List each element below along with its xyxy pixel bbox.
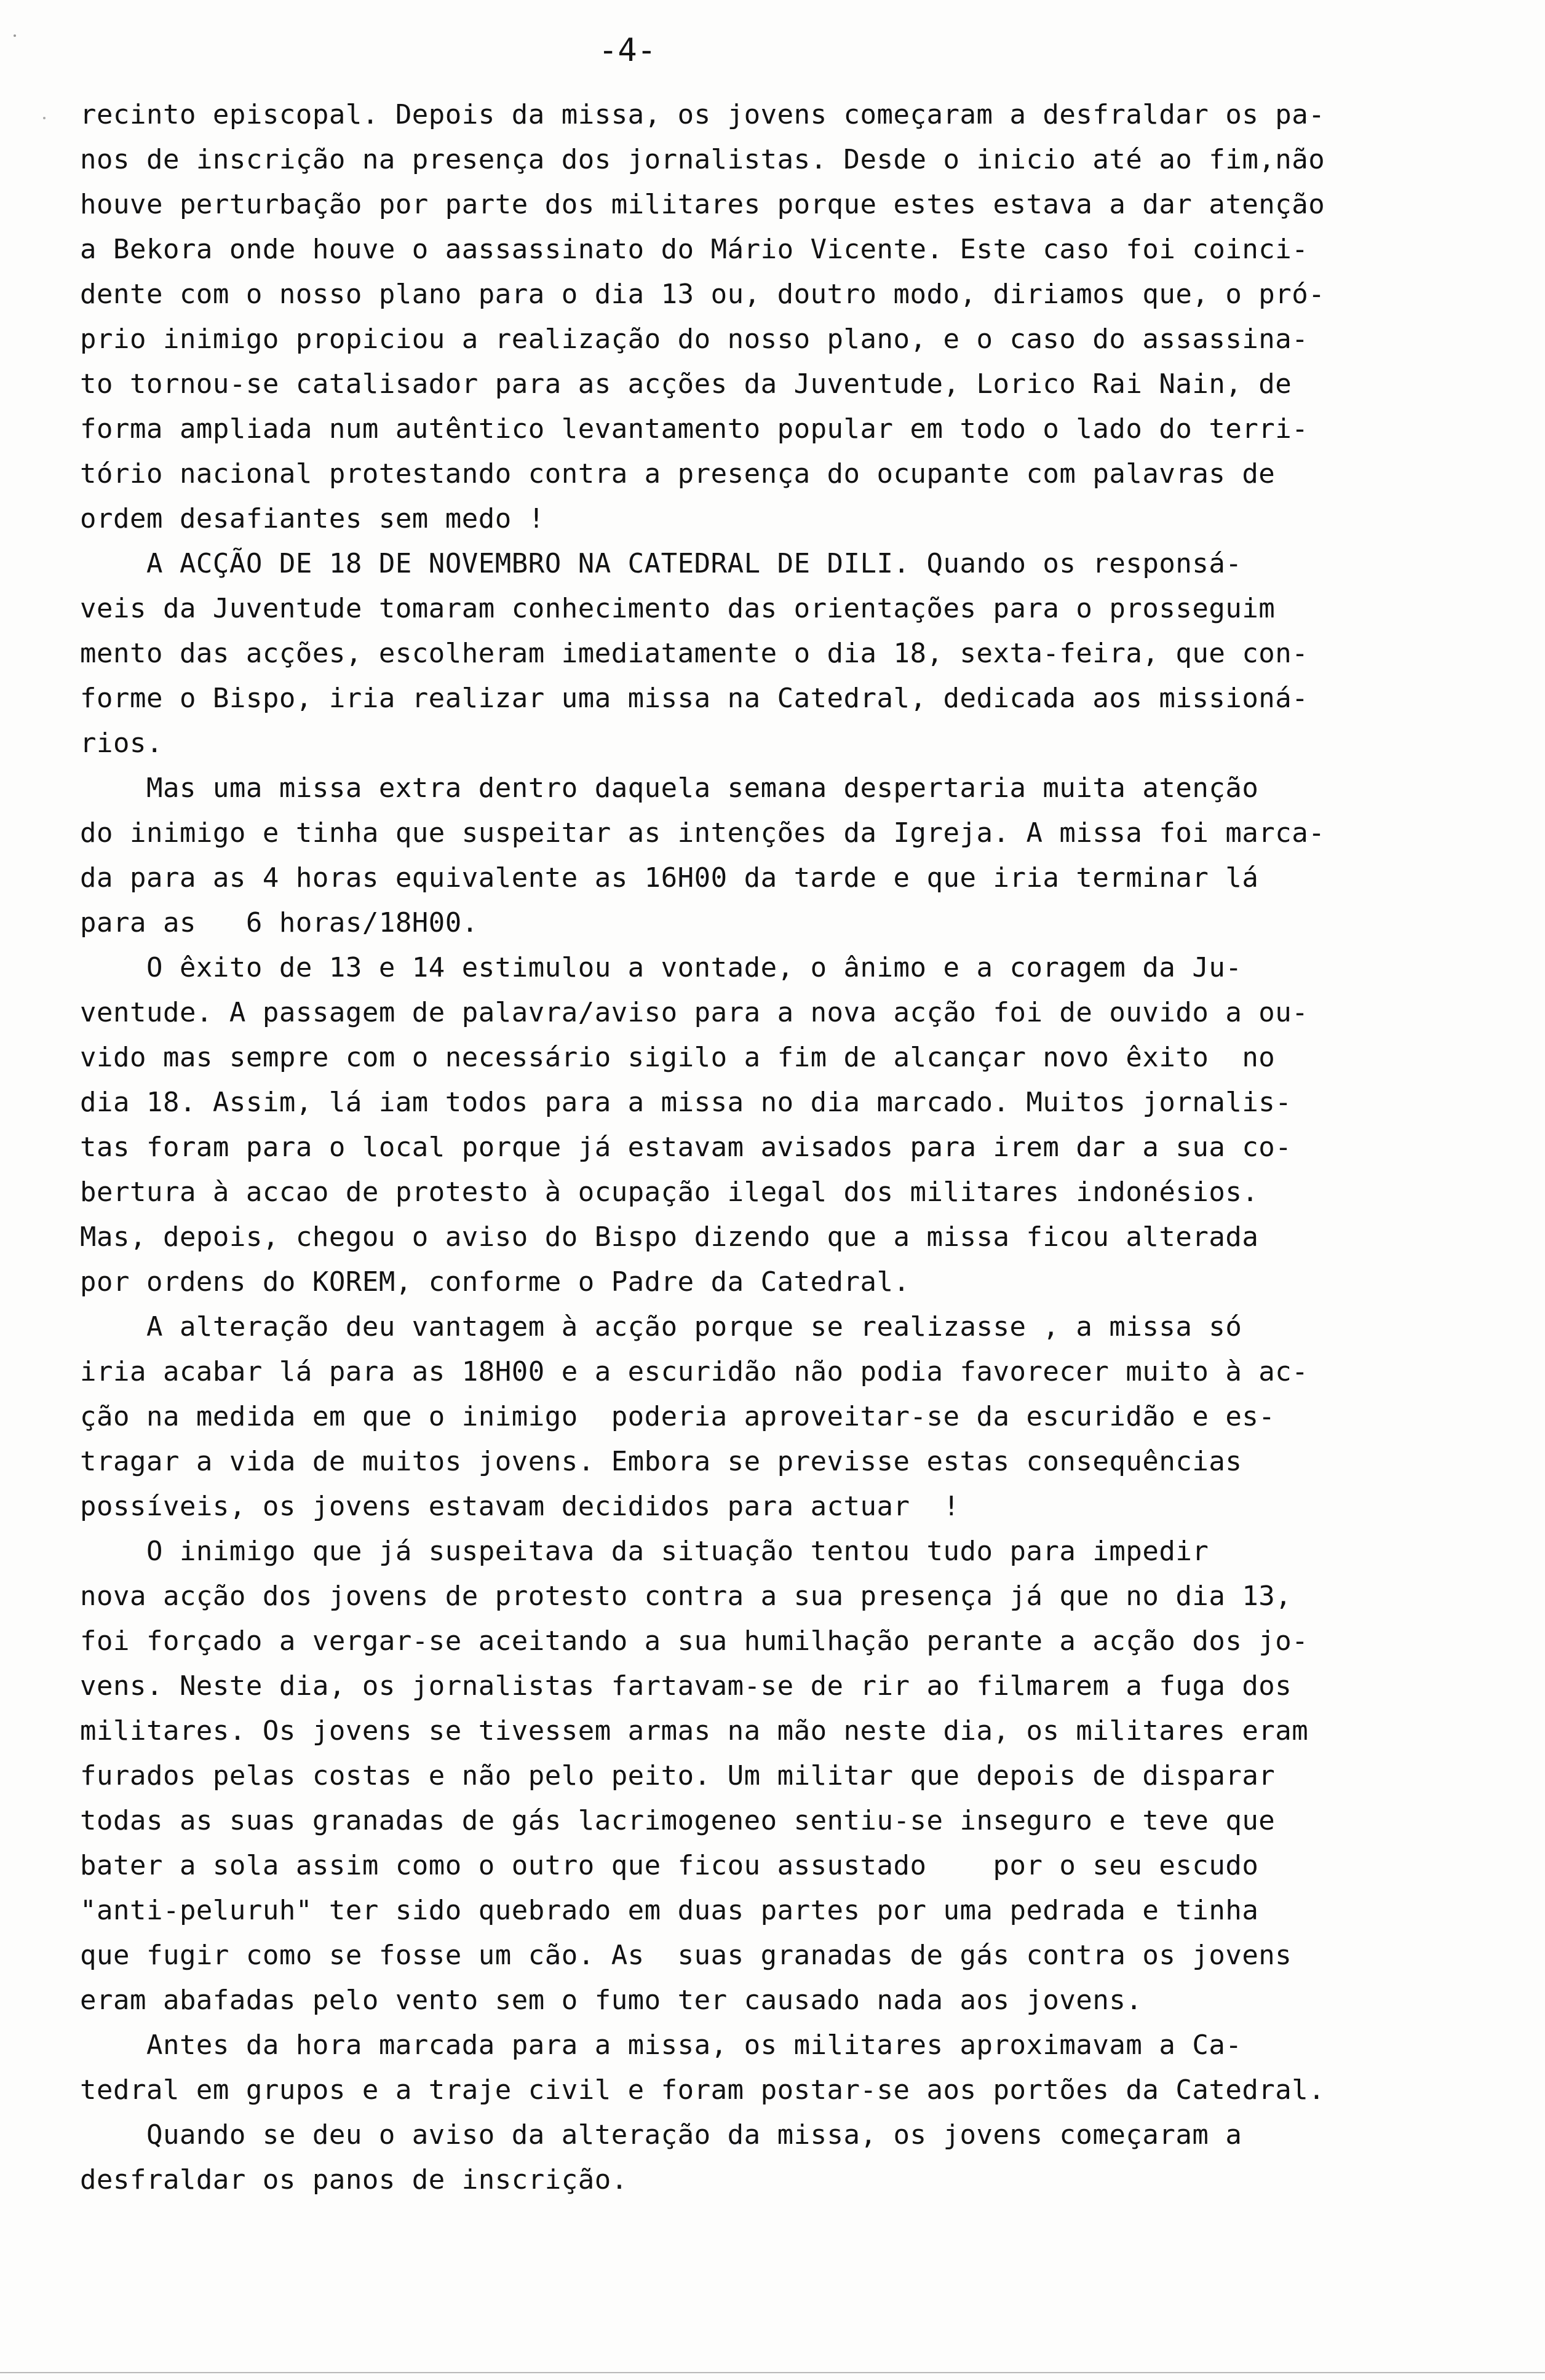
text-line: iria acabar lá para as 18H00 e a escuridão não podia favorecer muito à ac- (80, 1356, 1309, 1387)
text-line: dente com o nosso plano para o dia 13 ou, doutro modo, diriamos que, o pró- (80, 279, 1325, 310)
text-line: to tornou-se catalisador para as acções da Juventude, Lorico Rai Nain, de (80, 368, 1292, 400)
text-line: ventude. A passagem de palavra/aviso para a nova acção foi de ouvido a ou- (80, 997, 1309, 1028)
text-line: rios. (80, 728, 163, 759)
text-line: ordem desafiantes sem medo ! (80, 503, 545, 534)
text-line: foi forçado a vergar-se aceitando a sua humilhação perante a acção dos jo- (80, 1625, 1309, 1657)
text-line: da para as 4 horas equivalente as 16H00 da tarde e que iria terminar lá (80, 862, 1259, 894)
body-text (80, 92, 1470, 2202)
text-line: tedral em grupos e a traje civil e foram postar-se aos portões da Catedral. (80, 2074, 1325, 2106)
text-line: Quando se deu o aviso da alteração da missa, os jovens começaram a (80, 2119, 1242, 2151)
page-number: -4- (598, 32, 656, 69)
section-heading-line: A ACÇÃO DE 18 DE NOVEMBRO NA CATEDRAL DE DILI. Quando os responsá- (80, 548, 1242, 579)
scan-speck (43, 117, 46, 119)
text-line: vido mas sempre com o necessário sigilo a fim de alcançar novo êxito no (80, 1042, 1276, 1073)
text-line: Antes da hora marcada para a missa, os militares aproximavam a Ca- (80, 2029, 1242, 2061)
text-line: tas foram para o local porque já estavam avisados para irem dar a sua co- (80, 1132, 1292, 1163)
text-line: recinto episcopal. Depois da missa, os jovens começaram a desfraldar os pa- (80, 99, 1325, 130)
text-line: O êxito de 13 e 14 estimulou a vontade, o ânimo e a coragem da Ju- (80, 952, 1242, 983)
text-line: Mas uma missa extra dentro daquela semana despertaria muita atenção (80, 772, 1259, 804)
text-line: forma ampliada num autêntico levantamento popular em todo o lado do terri- (80, 413, 1309, 445)
text-line: vens. Neste dia, os jornalistas fartavam-se de rir ao filmarem a fuga dos (80, 1670, 1292, 1702)
text-line: prio inimigo propiciou a realização do nosso plano, e o caso do assassina- (80, 323, 1309, 355)
text-line: furados pelas costas e não pelo peito. Um militar que depois de disparar (80, 1760, 1276, 1791)
text-line: O inimigo que já suspeitava da situação tentou tudo para impedir (80, 1536, 1209, 1567)
text-line: do inimigo e tinha que suspeitar as intenções da Igreja. A missa foi marca- (80, 817, 1325, 849)
text-line: por ordens do KOREM, conforme o Padre da Catedral. (80, 1266, 910, 1298)
text-line: nova acção dos jovens de protesto contra a sua presença já que no dia 13, (80, 1581, 1292, 1612)
text-line: eram abafadas pelo vento sem o fumo ter causado nada aos jovens. (80, 1985, 1143, 2016)
text-line: forme o Bispo, iria realizar uma missa na Catedral, dedicada aos missioná- (80, 683, 1309, 714)
text-line: "anti-peluruh" ter sido quebrado em duas partes por uma pedrada e tinha (80, 1895, 1259, 1926)
text-line: militares. Os jovens se tivessem armas na mão neste dia, os militares eram (80, 1715, 1309, 1747)
text-line: ção na medida em que o inimigo poderia aproveitar-se da escuridão e es- (80, 1401, 1276, 1432)
text-line: que fugir como se fosse um cão. As suas granadas de gás contra os jovens (80, 1940, 1292, 1971)
text-line: dia 18. Assim, lá iam todos para a missa no dia marcado. Muitos jornalis- (80, 1087, 1292, 1118)
text-line: todas as suas granadas de gás lacrimogeneo sentiu-se inseguro e teve que (80, 1805, 1276, 1836)
text-line: veis da Juventude tomaram conhecimento das orientações para o prosseguim (80, 593, 1276, 624)
text-line: para as 6 horas/18H00. (80, 907, 479, 938)
text-line: nos de inscrição na presença dos jornalistas. Desde o inicio até ao fim,não (80, 144, 1325, 175)
text-line: A alteração deu vantagem à acção porque se realizasse , a missa só (80, 1311, 1242, 1343)
text-line: Mas, depois, chegou o aviso do Bispo dizendo que a missa ficou alterada (80, 1221, 1259, 1253)
text-line: tório nacional protestando contra a presença do ocupante com palavras de (80, 458, 1276, 490)
scan-speck (14, 34, 16, 37)
text-line: mento das acções, escolheram imediatamente o dia 18, sexta-feira, que con- (80, 638, 1309, 669)
text-line: a Bekora onde houve o aassassinato do Mário Vicente. Este caso foi coinci- (80, 234, 1309, 265)
text-line: bertura à accao de protesto à ocupação ilegal dos militares indonésios. (80, 1176, 1259, 1208)
text-line: possíveis, os jovens estavam decididos para actuar ! (80, 1491, 960, 1522)
text-line: bater a sola assim como o outro que ficou assustado por o seu escudo (80, 1850, 1259, 1881)
text-line: desfraldar os panos de inscrição. (80, 2164, 628, 2196)
text-line: houve perturbação por parte dos militares porque estes estava a dar atenção (80, 189, 1325, 220)
text-line: tragar a vida de muitos jovens. Embora se previsse estas consequências (80, 1446, 1242, 1477)
